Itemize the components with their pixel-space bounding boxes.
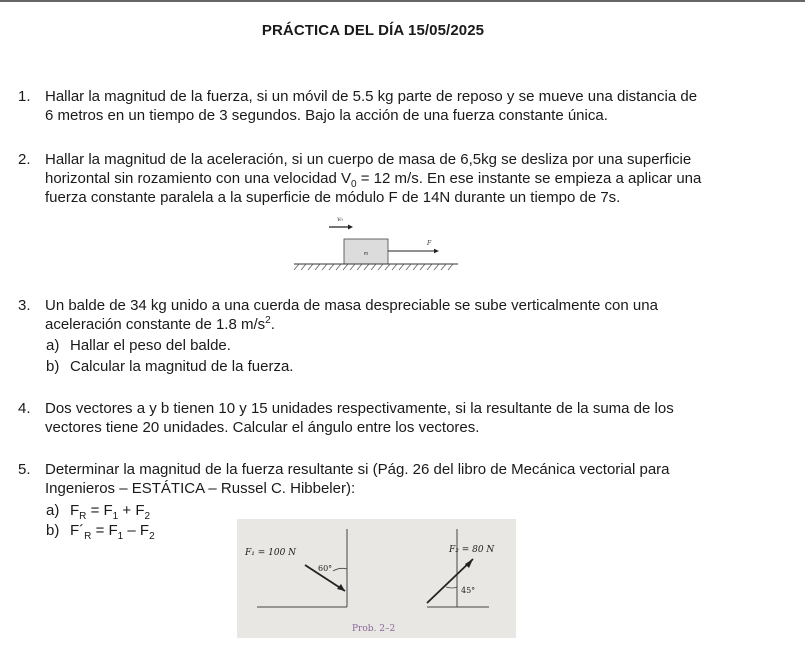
question-number: 1.: [18, 88, 31, 105]
subquestion-3b: b) Calcular la magnitud de la fuerza.: [46, 358, 294, 375]
textbook-figure-photo: [237, 519, 516, 638]
question-text-line: Hallar la magnitud de la aceleración, si un cuerpo de masa de 6,5kg se desliza por una superficie: [45, 151, 692, 168]
question-number: 3.: [18, 297, 31, 314]
question-text-line: 6 metros en un tiempo de 3 segundos. Bajo la acción de una fuerza constante única.: [45, 107, 608, 124]
question-text-line: horizontal sin rozamiento con una velocidad $V_0 = 12$ m/s. En ese instante se empieza a aplicar una: [45, 170, 702, 190]
subquestion-5b: b) $F´_R = F_1 - F_2$: [46, 522, 155, 542]
mass-label: m: [363, 251, 369, 257]
question-1: [18, 87, 758, 125]
question-text-line: Dos vectores a y b tienen 10 y 15 unidades respectivamente, si la resultante de la suma de los: [45, 400, 674, 417]
question-text-line: Ingenieros – ESTÁTICA – Russel C. Hibbeler):: [45, 480, 356, 497]
question-text-line: Hallar la magnitud de la fuerza, si un móvil de 5.5 kg parte de reposo y se mueve una distancia de: [45, 88, 698, 105]
angle-arc-45: [446, 587, 457, 588]
question-text-line: vectores tiene 20 unidades. Calcular el ángulo entre los vectores.: [45, 419, 480, 436]
question-5: [18, 460, 758, 498]
question-text-line: aceleración constante de 1.8 $m/s^2$.: [45, 315, 275, 333]
force-arrowhead: [434, 249, 439, 253]
subquestion-5a: a) $F_R = F_1 + F_2$: [46, 502, 151, 522]
question-number: 4.: [18, 400, 31, 417]
question-number: 5.: [18, 461, 31, 478]
velocity-label: v₀: [337, 216, 343, 223]
question-text-line: Determinar la magnitud de la fuerza resultante si (Pág. 26 del libro de Mecánica vectorial para: [45, 461, 670, 478]
force-vectors-figure: [237, 519, 516, 638]
block-force-diagram: [288, 212, 462, 274]
force-label: F: [427, 240, 432, 247]
question-4: [18, 399, 758, 437]
figure-caption: Prob. 2–2: [352, 624, 396, 634]
ground-hatching: [294, 264, 453, 270]
angle-60-label: 60°: [318, 564, 333, 573]
f1-arrowhead: [337, 584, 345, 591]
velocity-arrowhead: [348, 225, 353, 230]
top-border: [0, 0, 805, 2]
f2-label: F₂ = 80 N: [449, 545, 495, 555]
f2-vector: [427, 559, 476, 603]
question-3: [18, 296, 758, 334]
question-text-line: fuerza constante paralela a la superficie de módulo F de 14N durante un tiempo de 7s.: [45, 189, 621, 206]
angle-45-label: 45°: [461, 586, 476, 595]
page-title: PRÁCTICA DEL DÍA 15/05/2025: [261, 22, 485, 39]
question-2: [18, 150, 758, 207]
subquestion-3a: a) Hallar el peso del balde.: [46, 337, 231, 354]
angle-arc-60: [333, 568, 347, 571]
f1-label: F₁ = 100 N: [245, 548, 297, 558]
question-number: 2.: [18, 151, 31, 168]
question-text-line: Un balde de 34 kg unido a una cuerda de masa despreciable se sube verticalmente con una: [45, 297, 658, 314]
